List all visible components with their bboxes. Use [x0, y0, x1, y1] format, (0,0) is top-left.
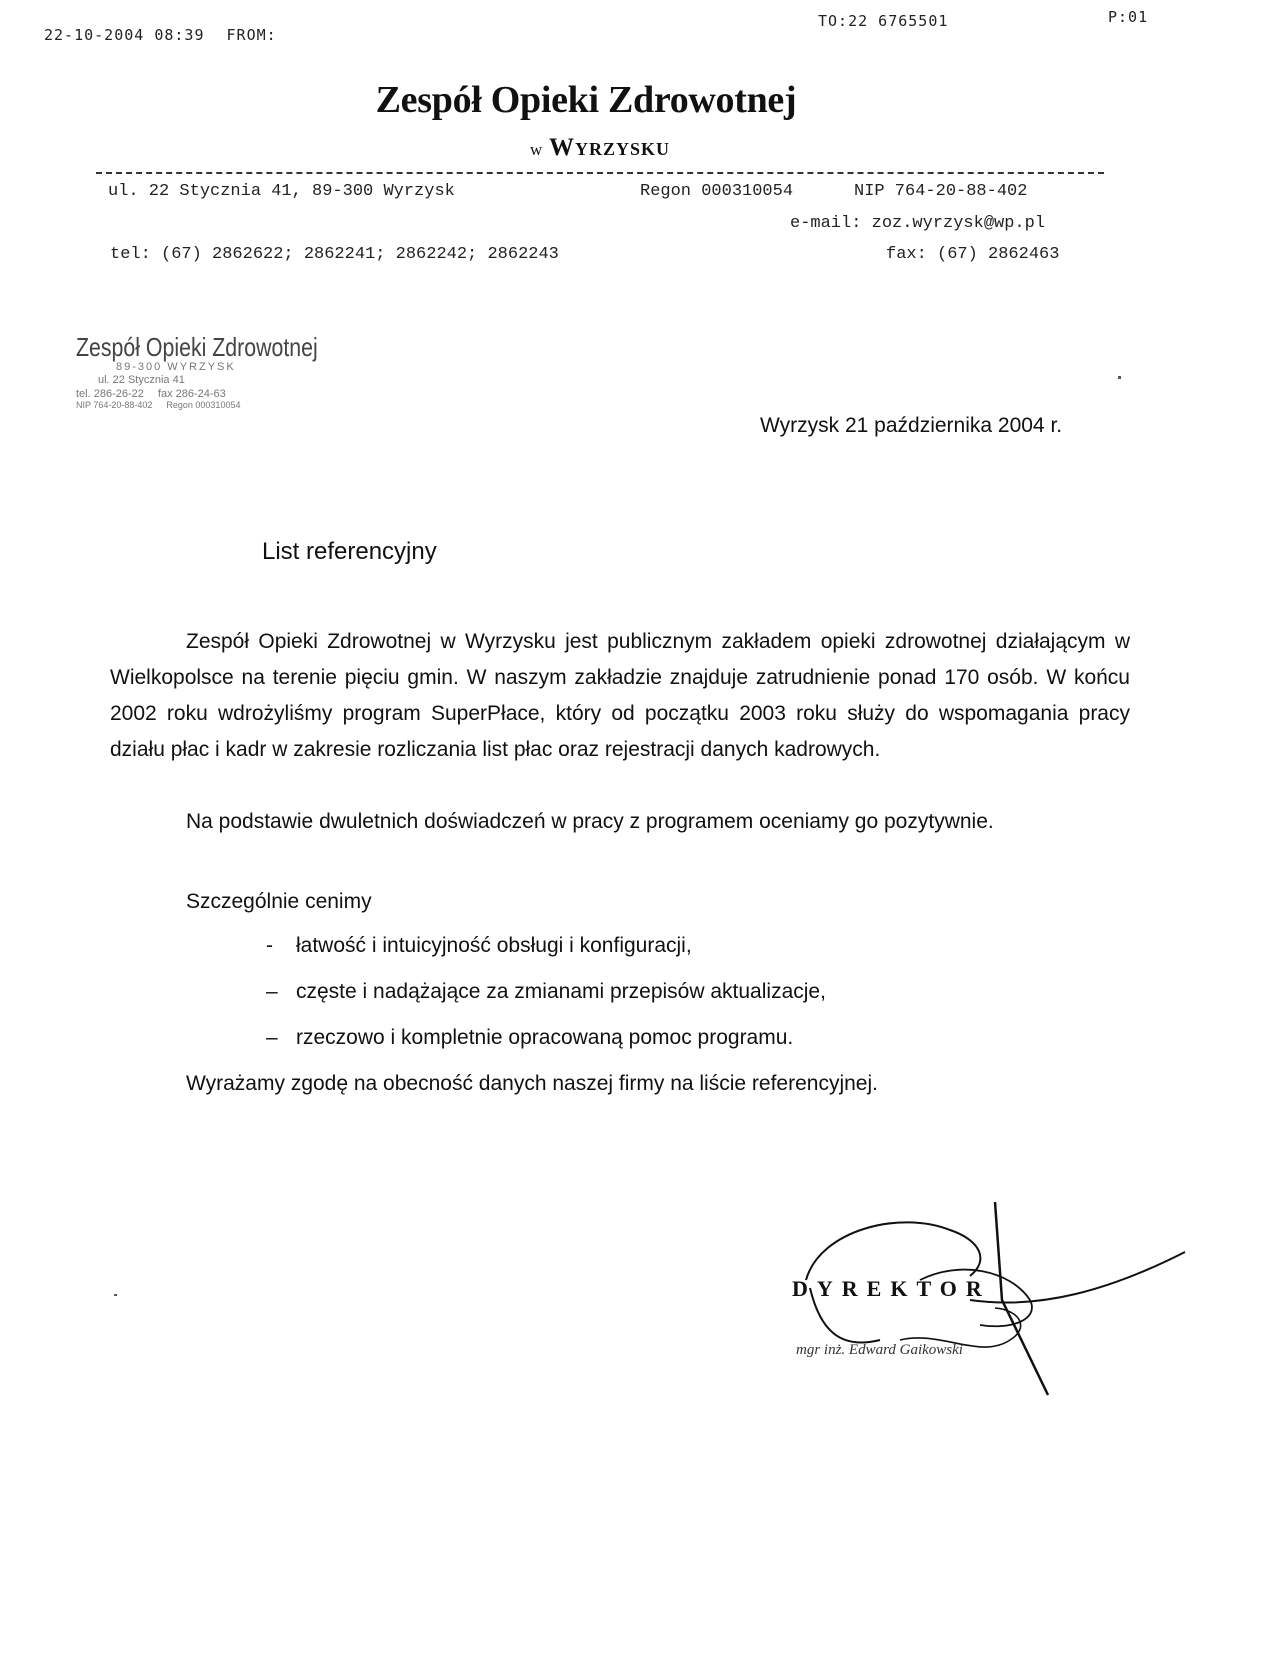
- letter-subject: List referencyjny: [262, 538, 437, 565]
- tel-line: tel: (67) 2862622; 2862241; 2862242; 2862243: [110, 245, 559, 264]
- address-line: ul. 22 Stycznia 41, 89-300 Wyrzysk: [108, 182, 455, 201]
- nip-line: NIP 764-20-88-402: [854, 182, 1028, 201]
- fax-datetime: [44, 26, 277, 44]
- fax-to: TO:22 6765501: [818, 12, 949, 30]
- stamp-line4: fax 286-24-63: [157, 388, 226, 400]
- stamp-line2: ul. 22 Stycznia 41: [98, 374, 185, 386]
- stamp-line3: tel. 286-26-22: [76, 388, 144, 400]
- signature-title: DYREKTOR: [792, 1276, 991, 1301]
- scan-speck: [114, 1294, 117, 1296]
- list-intro: Szczególnie cenimy: [186, 890, 372, 913]
- stamp-line1: 89-300 WYRZYSK: [116, 361, 236, 373]
- fax-line: fax: (67) 2862463: [886, 245, 1060, 264]
- signature-name: mgr inż. Edward Gaikowski: [796, 1342, 963, 1358]
- list-item: [266, 934, 692, 958]
- stamp-name: Zespół Opieki Zdrowotnej: [76, 332, 318, 362]
- bullet-dash-icon: –: [266, 1026, 278, 1049]
- org-name: Zespół Opieki Zdrowotnej: [375, 79, 797, 121]
- stamp-line6: Regon 000310054: [166, 400, 241, 410]
- body-paragraph-1: Zespół Opieki Zdrowotnej w Wyrzysku jest publicznym zakładem opieki zdrowotnej działającym w Wielkopolsce na terenie pięciu gmin. W naszym zakładzie znajduje zatrudnienie ponad 170 osób. W końcu 2002 roku wdrożyliśmy program SuperPłace, który od początku 2003 roku służy do wspomagania pracy działu płac i kadr w zakresie rozliczania list płac oraz rejestracji danych kadrowych.: [110, 630, 1130, 761]
- list-item: [266, 1026, 793, 1050]
- stamp-line5: NIP 764-20-88-402: [76, 400, 153, 410]
- letterhead-rule: [96, 172, 1104, 174]
- handwritten-signature: [780, 1190, 1200, 1420]
- list-item: [266, 980, 826, 1004]
- list-item-text: rzeczowo i kompletnie opracowaną pomoc programu.: [296, 1026, 794, 1049]
- closing-sentence: Wyrażamy zgodę na obecność danych naszej firmy na liście referencyjnej.: [186, 1072, 878, 1095]
- fax-from-text: FROM:: [226, 26, 277, 44]
- email-line: e-mail: zoz.wyrzysk@wp.pl: [790, 214, 1046, 233]
- org-subtitle-city: Wyrzysku: [549, 134, 671, 161]
- fax-datetime-text: 22-10-2004 08:39: [44, 26, 205, 44]
- fax-page: P:01: [1108, 8, 1149, 26]
- company-stamp: [76, 332, 356, 410]
- scan-speck: [1118, 376, 1121, 379]
- list-item-text: częste i nadążające za zmianami przepisów aktualizacje,: [296, 980, 826, 1003]
- letter-date: Wyrzysk 21 października 2004 r.: [760, 414, 1063, 437]
- bullet-dash-icon: -: [266, 934, 273, 957]
- org-subtitle: [0, 134, 1200, 162]
- org-subtitle-prefix: w: [529, 140, 544, 159]
- bullet-dash-icon: –: [266, 980, 278, 1003]
- body-paragraph-2: Na podstawie dwuletnich doświadczeń w pracy z programem oceniamy go pozytywnie.: [186, 810, 994, 833]
- list-item-text: łatwość i intuicyjność obsługi i konfiguracji,: [296, 934, 692, 957]
- regon-line: Regon 000310054: [640, 182, 794, 201]
